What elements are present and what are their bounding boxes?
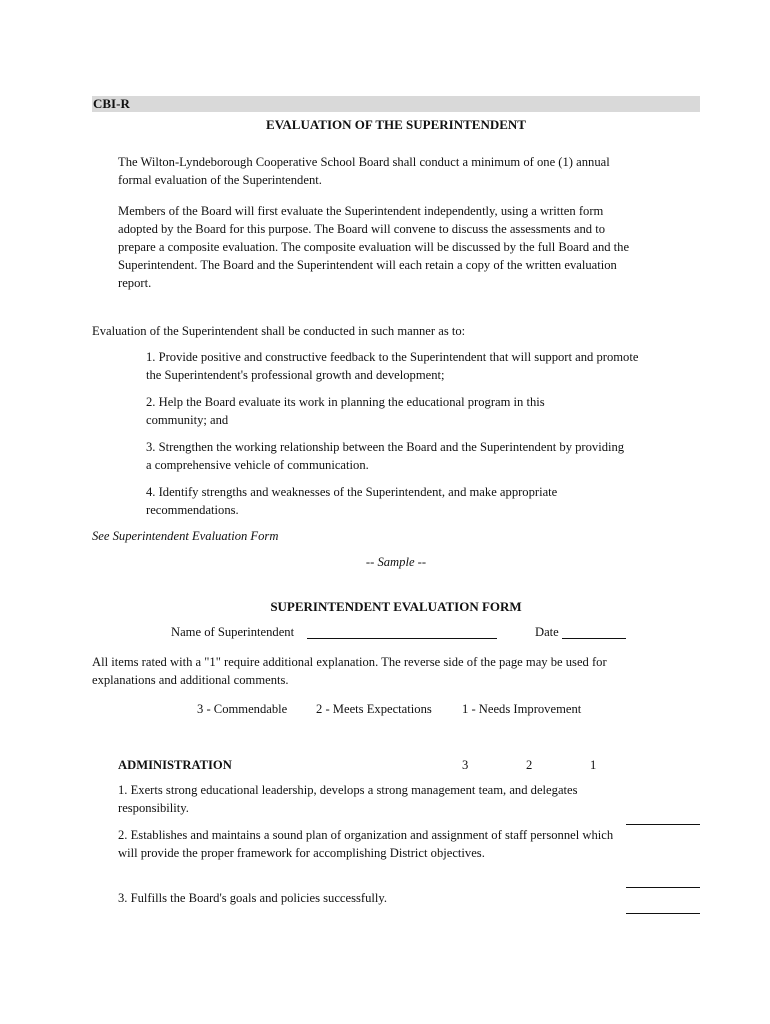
admin-item-3-rating-line[interactable] <box>626 913 700 914</box>
admin-item-1: 1. Exerts strong educational leadership, develops a strong management team, and delegates responsibility. <box>118 783 578 815</box>
scale-commendable: 3 - Commendable <box>197 702 288 716</box>
purpose-item-2: 2. Help the Board evaluate its work in planning the educational program in this community; and <box>146 395 545 427</box>
date-label: Date <box>535 625 559 639</box>
purpose-item-4: 4. Identify strengths and weaknesses of the Superintendent, and make appropriate recommendations. <box>146 485 558 517</box>
intro-paragraph-2: Members of the Board will first evaluate the Superintendent independently, using a written form adopted by the Board for this purpose. The Board will convene to discuss the assessments and to prepare a composite evaluation. The composite evaluation will be discussed by the full Board and the Superintendent. The Board and the Superintendent will each retain a copy of the written evaluation report. <box>118 204 630 290</box>
scale-needs-improvement: 1 - Needs Improvement <box>462 702 582 716</box>
name-label: Name of Superintendent <box>171 625 295 639</box>
admin-item-3: 3. Fulfills the Board's goals and policies successfully. <box>118 891 388 905</box>
administration-heading: ADMINISTRATION <box>118 758 232 772</box>
sample-label: -- Sample -- <box>365 555 427 569</box>
purpose-item-3: 3. Strengthen the working relationship between the Board and the Superintendent by providing a comprehensive vehicle of communication. <box>146 440 625 472</box>
admin-item-2: 2. Establishes and maintains a sound plan of organization and assignment of staff personnel which will provide the proper framework for accomplishing District objectives. <box>118 828 614 860</box>
date-line[interactable] <box>562 638 626 639</box>
form-title: SUPERINTENDENT EVALUATION FORM <box>270 599 522 614</box>
purpose-lead: Evaluation of the Superintendent shall be conducted in such manner as to: <box>92 324 466 338</box>
header-bar <box>92 96 700 112</box>
policy-code: CBI-R <box>93 96 130 111</box>
page-title: EVALUATION OF THE SUPERINTENDENT <box>266 117 526 132</box>
scale-meets-expectations: 2 - Meets Expectations <box>316 702 432 716</box>
purpose-item-1: 1. Provide positive and constructive feedback to the Superintendent that will support and promote the Superintendent's professional growth and development; <box>146 350 639 382</box>
form-note: All items rated with a "1" require additional explanation. The reverse side of the page may be used for explanations and additional comments. <box>92 655 607 687</box>
rating-column-2: 2 <box>526 758 533 772</box>
rating-column-3: 3 <box>462 758 469 772</box>
admin-item-1-rating-line[interactable] <box>626 824 700 825</box>
admin-item-2-rating-line[interactable] <box>626 887 700 888</box>
intro-paragraph-1: The Wilton-Lyndeborough Cooperative School Board shall conduct a minimum of one (1) annual formal evaluation of the Superintendent. <box>118 155 610 187</box>
rating-column-1: 1 <box>590 758 597 772</box>
see-also-reference: See Superintendent Evaluation Form <box>92 529 279 543</box>
name-signature-line[interactable] <box>307 638 497 639</box>
